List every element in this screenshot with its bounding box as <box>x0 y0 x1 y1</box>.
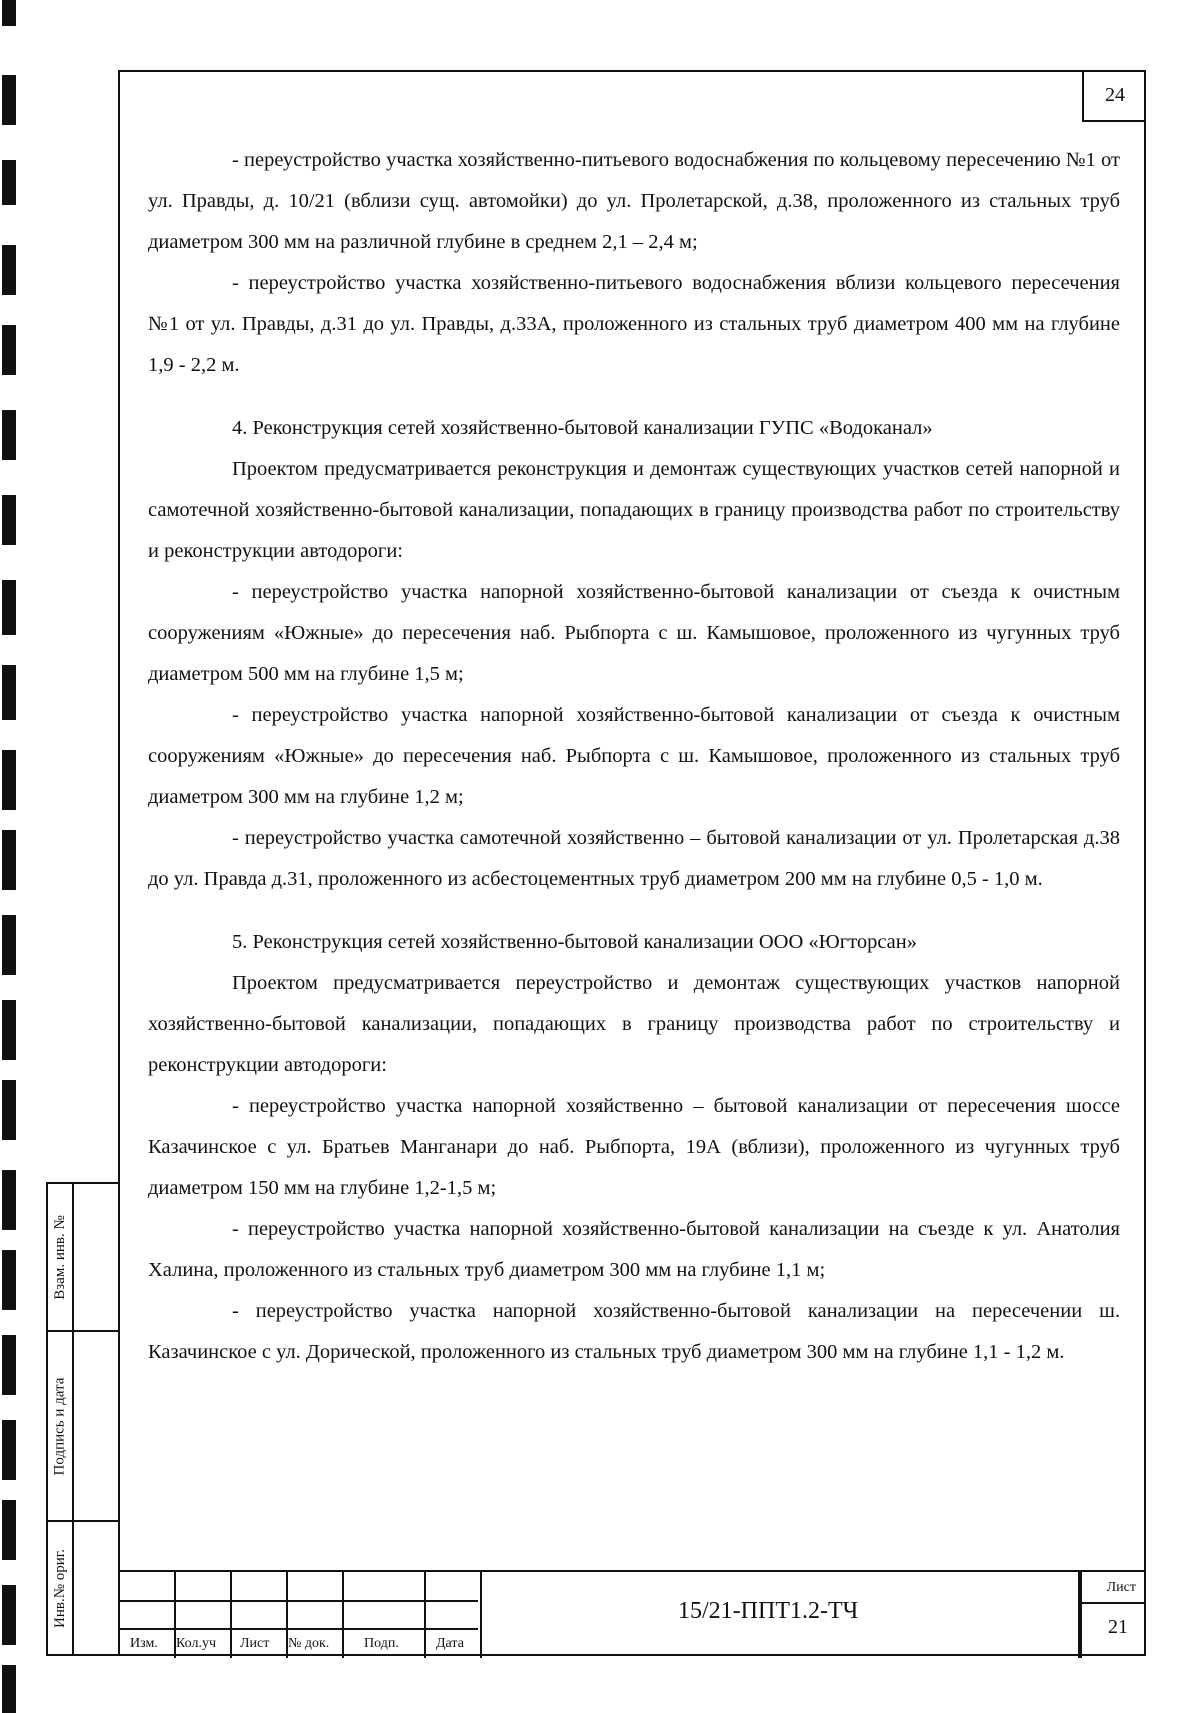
stub-podpis <box>46 1330 118 1522</box>
title-block <box>118 1570 1146 1658</box>
paragraph: 5. Реконструкция сетей хозяйственно-бытовой канализации ООО «Югторсан» <box>232 931 917 953</box>
doc-number: 15/21-ППТ1.2-ТЧ <box>678 1598 859 1624</box>
paragraph: - переустройство участка самотечной хозяйственно – бытовой канализации от ул. Пролетарская д.38 до ул. Правда д.31, проложенного из асбестоцементных труб диаметром 200 мм на глубине 0,5 - 1,0 м. <box>148 827 1120 890</box>
stub-podpis-label: Подпись и дата <box>51 1377 68 1475</box>
sheet-label: Лист <box>1106 1580 1136 1595</box>
paragraph: - переустройство участка хозяйственно-питьевого водоснабжения по кольцевому пересечению №1 от ул. Правды, д. 10/21 (вблизи сущ. автомойки) до ул. Пролетарской, д.38, проложенного из стальных труб диаметром 300 мм на различной глубине в среднем 2,1 – 2,4 м; <box>148 149 1120 253</box>
tb-col-izm: Изм. <box>130 1636 158 1651</box>
tb-col-kol: Кол.уч <box>176 1636 216 1651</box>
document-body <box>148 140 1120 1373</box>
tb-col-dok: № док. <box>288 1636 330 1651</box>
stub-inv <box>46 1520 118 1656</box>
tb-col-list: Лист <box>240 1636 270 1651</box>
paragraph: - переустройство участка напорной хозяйственно – бытовой канализации от пересечения шоссе Казачинское с ул. Братьев Манганари до наб. Рыбпорта, 19А (вблизи), проложенного из чугунных труб диаметром 150 мм на глубине 1,2-1,5 м; <box>148 1095 1120 1199</box>
stub-inv-label: Инв.№ ориг. <box>51 1548 68 1628</box>
paragraph: - переустройство участка напорной хозяйственно-бытовой канализации от съезда к очистным сооружениям «Южные» до пересечения наб. Рыбпорта с ш. Камышовое, проложенного из стальных труб диаметром 300 мм на глубине 1,2 м; <box>148 704 1120 808</box>
stub-vzam <box>46 1182 118 1332</box>
binding-marks <box>0 0 20 1713</box>
paragraph: 4. Реконструкция сетей хозяйственно-бытовой канализации ГУПС «Водоканал» <box>232 417 933 439</box>
tb-col-data: Дата <box>436 1636 464 1651</box>
paragraph: - переустройство участка напорной хозяйственно-бытовой канализации на пересечении ш. Казачинское с ул. Дорической, проложенного из стальных труб диаметром 300 мм на глубине 1,1 - 1,2 м. <box>148 1300 1120 1363</box>
sheet-number: 21 <box>1108 1616 1128 1638</box>
stub-vzam-label: Взам. инв. № <box>51 1214 68 1300</box>
paragraph: - переустройство участка напорной хозяйственно-бытовой канализации на съезде к ул. Анатолия Халина, проложенного из стальных труб диаметром 300 мм на глубине 1,1 м; <box>148 1218 1120 1281</box>
paragraph-gap <box>148 386 1120 408</box>
paragraph: Проектом предусматривается реконструкция и демонтаж существующих участков сетей напорной и самотечной хозяйственно-бытовой канализации, попадающих в границу производства работ по строительству и реконструкции автодороги: <box>148 458 1120 562</box>
paragraph: Проектом предусматривается переустройство и демонтаж существующих участков напорной хозяйственно-бытовой канализации, попадающих в границу производства работ по строительству и реконструкции автодороги: <box>148 972 1120 1076</box>
paragraph-gap <box>148 900 1120 922</box>
tb-col-podp: Подп. <box>364 1636 399 1651</box>
paragraph: - переустройство участка хозяйственно-питьевого водоснабжения вблизи кольцевого пересечения №1 от ул. Правды, д.31 до ул. Правды, д.33А, проложенного из стальных труб диаметром 400 мм на глубине 1,9 - 2,2 м. <box>148 272 1120 376</box>
paragraph: - переустройство участка напорной хозяйственно-бытовой канализации от съезда к очистным сооружениям «Южные» до пересечения наб. Рыбпорта с ш. Камышовое, проложенного из чугунных труб диаметром 500 мм на глубине 1,5 м; <box>148 581 1120 685</box>
page-number-top: 24 <box>1082 70 1146 122</box>
